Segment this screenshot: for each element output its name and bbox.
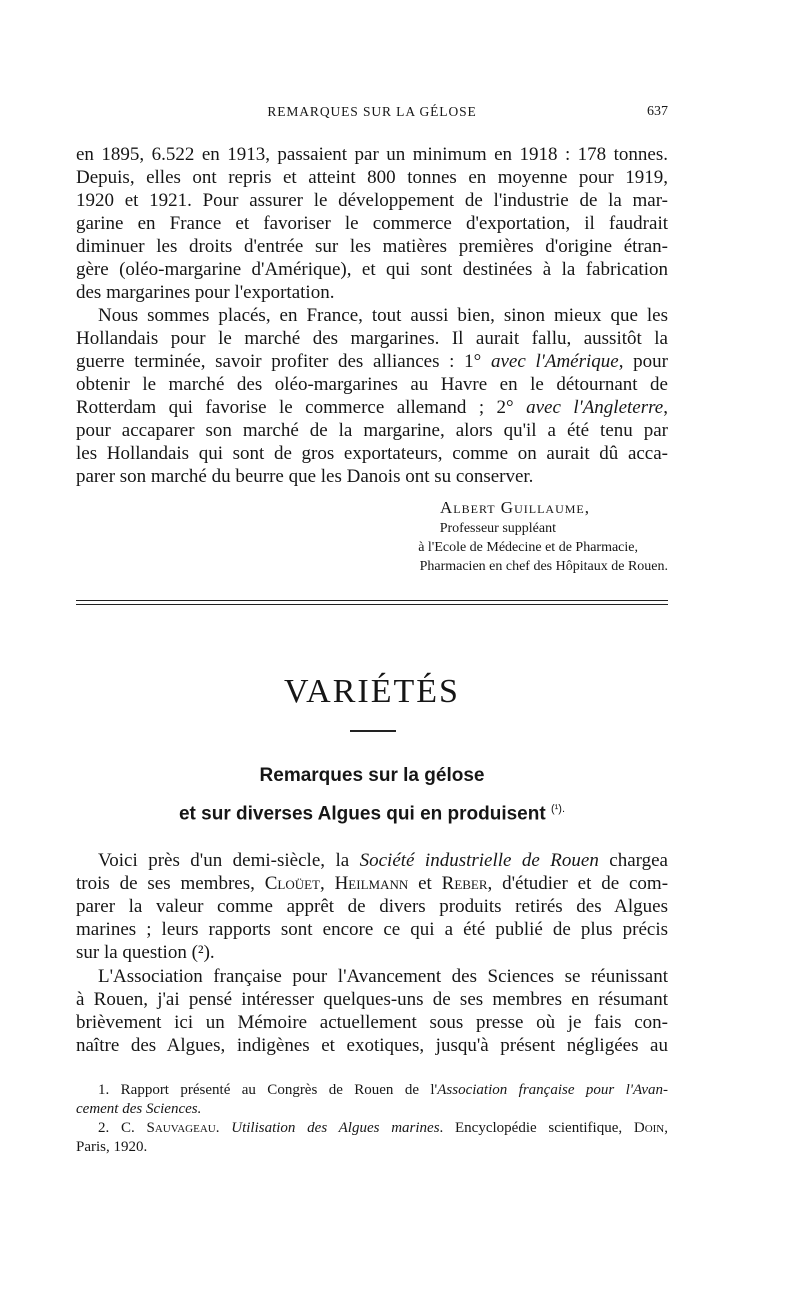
text-line: les Hollandais qui sont de gros exportateurs, comme on aurait dû acca- — [76, 443, 668, 464]
italic-phrase: Association française pour l'Avan- — [437, 1082, 668, 1098]
heading-underline — [350, 730, 396, 732]
author-title: Professeur suppléant — [439, 521, 556, 536]
text-line — [76, 396, 668, 419]
person-name: Reber — [441, 873, 488, 894]
section-heading: VARIÉTÉS — [284, 673, 460, 710]
text-run: et — [408, 873, 442, 894]
text-line: Nous sommes placés, en France, tout aussi bien, sinon mieux que les — [98, 305, 668, 326]
text-line: en 1895, 6.522 en 1913, passaient par un minimum en 1918 : 178 tonnes. — [76, 144, 668, 165]
person-name: Sauvageau — [146, 1120, 216, 1136]
page-number: 637 — [647, 104, 668, 119]
text-line — [76, 849, 668, 872]
text-run: 2. C. — [98, 1120, 147, 1136]
italic-phrase: cement des Sciences. — [76, 1101, 202, 1117]
text-line: garine en France et favoriser le commerce d'exportation, il faudrait — [76, 213, 668, 234]
text-line: diminuer les droits d'entrée sur les matières premières d'origine étran- — [76, 236, 668, 257]
text-run: guerre terminée, savoir profiter des alliances : 1° — [76, 351, 491, 372]
text-line — [76, 350, 668, 373]
italic-phrase: avec l'Angleterre — [526, 397, 664, 418]
text-line: à Rouen, j'ai pensé intéresser quelques-uns de ses membres en résumant — [76, 989, 668, 1010]
text-line: naître des Algues, indigènes et exotiques, jusqu'à présent négligées au — [76, 1035, 668, 1056]
author-affiliation: à l'Ecole de Médecine et de Pharmacie, — [418, 540, 638, 555]
text-line: marines ; leurs rapports sont encore ce qui a été publié de plus précis — [76, 919, 668, 940]
article-title-line1: Remarques sur la gélose — [259, 765, 485, 786]
text-line: parer la valeur comme apprêt de divers produits retirés des Algues — [76, 896, 668, 917]
text-line: Depuis, elles ont repris et atteint 800 tonnes en moyenne pour 1919, — [76, 167, 668, 188]
italic-phrase: Société industrielle de Rouen — [359, 850, 599, 871]
italic-phrase: Utilisation des Algues marines — [231, 1120, 440, 1136]
running-head — [76, 104, 668, 126]
article-title-line2 — [76, 795, 668, 823]
author-position: Pharmacien en chef des Hôpitaux de Rouen. — [419, 559, 668, 574]
text-run: , — [663, 397, 668, 418]
text-line: obtenir le marché des oléo-margarines au Havre en le détournant de — [76, 374, 668, 395]
text-run: . — [215, 1120, 232, 1136]
publisher-name: Doin — [633, 1120, 665, 1136]
text-run: . Encyclopédie scientifique, — [439, 1120, 634, 1136]
text-run: trois de ses membres, — [76, 873, 265, 894]
text-run: Voici près d'un demi-siècle, la — [98, 850, 360, 871]
running-title: REMARQUES SUR LA GÉLOSE — [267, 104, 477, 119]
footnote-1-continued — [76, 1100, 668, 1119]
text-line — [76, 872, 668, 895]
author-name: Albert Guillaume, — [440, 498, 590, 517]
text-run: Rotterdam qui favorise le commerce allemand ; 2° — [76, 397, 527, 418]
article-title-text: et sur diverses Algues qui en produisent — [178, 803, 546, 825]
text-line: des margarines pour l'exportation. — [76, 282, 335, 303]
text-line: parer son marché du beurre que les Danois ont su conserver. — [76, 466, 534, 487]
paragraph-market — [76, 304, 668, 488]
paragraph-association — [76, 965, 668, 1057]
person-name: Heilmann — [334, 873, 409, 894]
footnote-1 — [76, 1081, 668, 1100]
text-run: , d'étudier et de com- — [487, 873, 669, 894]
paragraph-history — [76, 849, 668, 964]
footnotes — [76, 1081, 668, 1157]
footnote-ref: (¹). — [550, 803, 566, 815]
signature-block — [76, 497, 668, 576]
paragraph-margarine-figures — [76, 143, 668, 304]
text-run: , — [664, 1120, 668, 1136]
text-line: sur la question (²). — [76, 942, 215, 963]
text-run: , pour — [618, 351, 668, 372]
footnote-2 — [76, 1119, 668, 1138]
text-line: L'Association française pour l'Avancement des Sciences se réunissant — [98, 966, 668, 987]
text-line: pour accaparer son marché de la margarine, alors qu'il a été tenu par — [76, 420, 668, 441]
text-run: , — [319, 873, 335, 894]
text-run: chargea — [598, 850, 668, 871]
text-line: 1920 et 1921. Pour assurer le développement de l'industrie de la mar- — [76, 190, 668, 211]
text-line: Hollandais pour le marché des margarines. Il aurait fallu, aussitôt la — [76, 328, 668, 349]
text-run: 1. Rapport présenté au Congrès de Rouen de l' — [98, 1082, 438, 1098]
italic-phrase: avec l'Amérique — [490, 351, 619, 372]
text-line: gère (oléo-margarine d'Amérique), et qui sont destinées à la fabrication — [76, 259, 668, 280]
person-name: Cloüet — [264, 873, 320, 894]
footnote-2-continued: Paris, 1920. — [76, 1139, 148, 1155]
section-divider-bottom — [76, 604, 668, 605]
text-line: brièvement ici un Mémoire actuellement sous presse où je fais con- — [76, 1012, 668, 1033]
section-divider-top — [76, 600, 668, 601]
